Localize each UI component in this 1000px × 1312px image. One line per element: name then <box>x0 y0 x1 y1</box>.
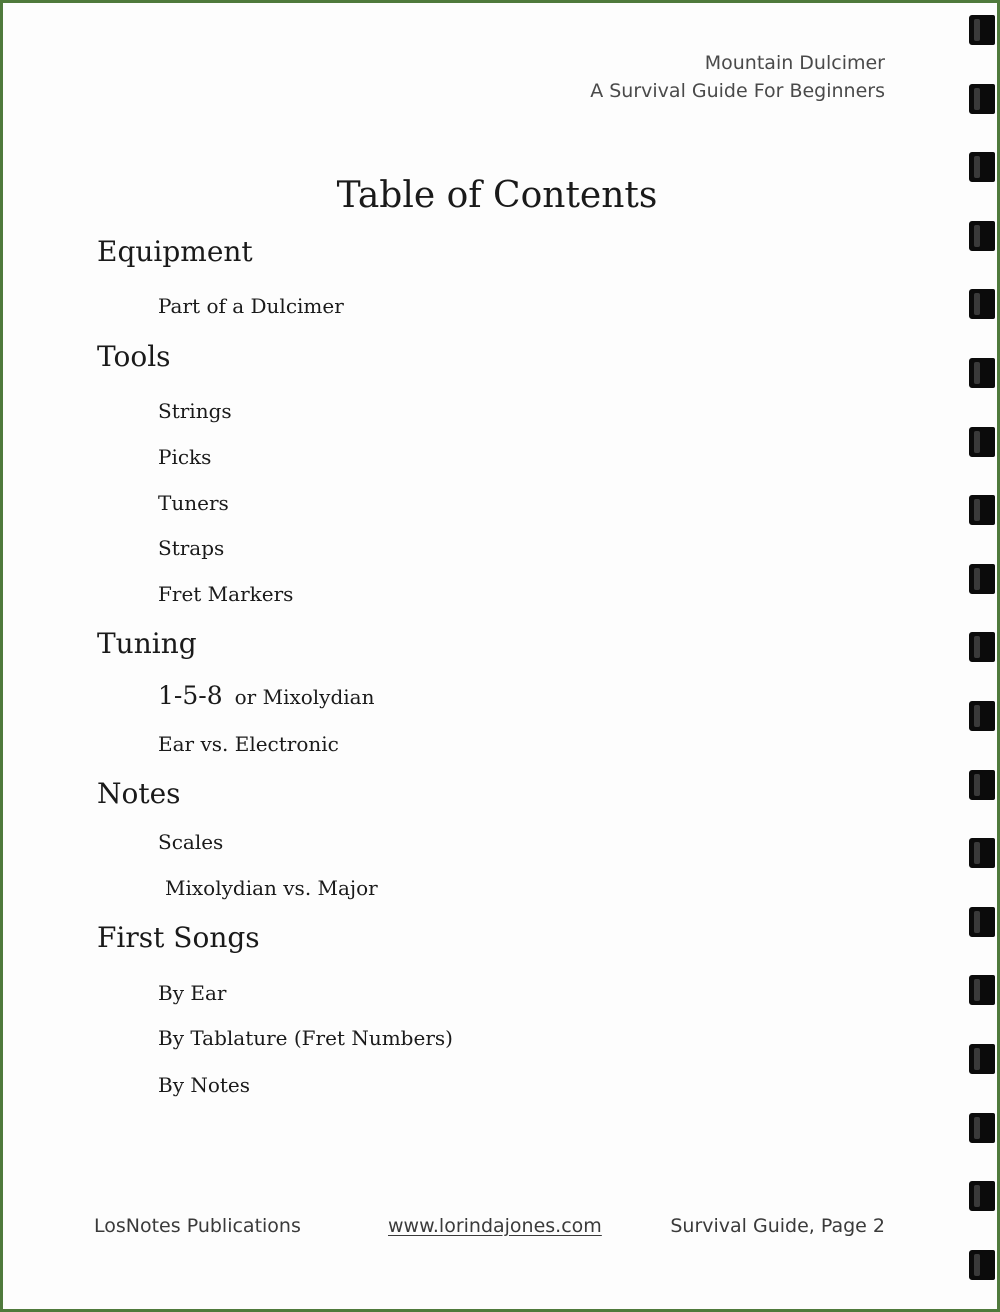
binding-ring <box>969 221 995 251</box>
toc-item-by-notes: By Notes <box>158 1073 251 1097</box>
section-heading-tools: Tools <box>97 340 171 373</box>
toc-item-mixolydian-vs-major: Mixolydian vs. Major <box>165 876 378 900</box>
binding-ring <box>969 1044 995 1074</box>
footer-page-label: Survival Guide, Page 2 <box>670 1215 885 1237</box>
footer-publisher: LosNotes Publications <box>94 1215 301 1237</box>
binding-ring <box>969 84 995 114</box>
binding-ring <box>969 15 995 45</box>
binding-ring <box>969 1250 995 1280</box>
toc-item-tuners: Tuners <box>158 491 229 515</box>
toc-item-picks: Picks <box>158 445 212 469</box>
binding-ring <box>969 701 995 731</box>
binding-ring <box>969 289 995 319</box>
binding-ring <box>969 907 995 937</box>
toc-item-strings: Strings <box>158 399 232 423</box>
toc-item-ear-vs-electronic: Ear vs. Electronic <box>158 732 339 756</box>
toc-item-straps: Straps <box>158 536 225 560</box>
binding-ring <box>969 495 995 525</box>
binding-ring <box>969 1181 995 1211</box>
binding-ring <box>969 427 995 457</box>
section-heading-equipment: Equipment <box>97 235 253 268</box>
header-book-title: Mountain Dulcimer <box>704 52 885 74</box>
binding-ring <box>969 838 995 868</box>
header-book-subtitle: A Survival Guide For Beginners <box>590 80 885 102</box>
toc-item-part-of-a-dulcimer: Part of a Dulcimer <box>158 294 344 318</box>
toc-item-1-5-8-tuning <box>158 683 374 710</box>
binding-ring <box>969 632 995 662</box>
toc-item-fret-markers: Fret Markers <box>158 582 294 606</box>
binding-ring <box>969 564 995 594</box>
page-header <box>590 49 885 105</box>
spiral-binding-icon <box>965 3 997 1312</box>
tuning-numbers: 1-5-8 <box>158 681 223 710</box>
section-heading-tuning: Tuning <box>97 627 197 660</box>
binding-ring <box>969 975 995 1005</box>
page-title: Table of Contents <box>336 175 658 216</box>
tuning-alt-name: or Mixolydian <box>234 685 375 709</box>
toc-item-by-tablature: By Tablature (Fret Numbers) <box>158 1026 453 1050</box>
binding-ring <box>969 358 995 388</box>
section-heading-notes: Notes <box>97 777 181 810</box>
toc-item-scales: Scales <box>158 830 224 854</box>
binding-ring <box>969 152 995 182</box>
footer-website-link[interactable]: www.lorindajones.com <box>388 1215 602 1237</box>
section-heading-first-songs: First Songs <box>97 921 260 954</box>
binding-ring <box>969 1113 995 1143</box>
toc-item-by-ear: By Ear <box>158 981 227 1005</box>
binding-ring <box>969 770 995 800</box>
